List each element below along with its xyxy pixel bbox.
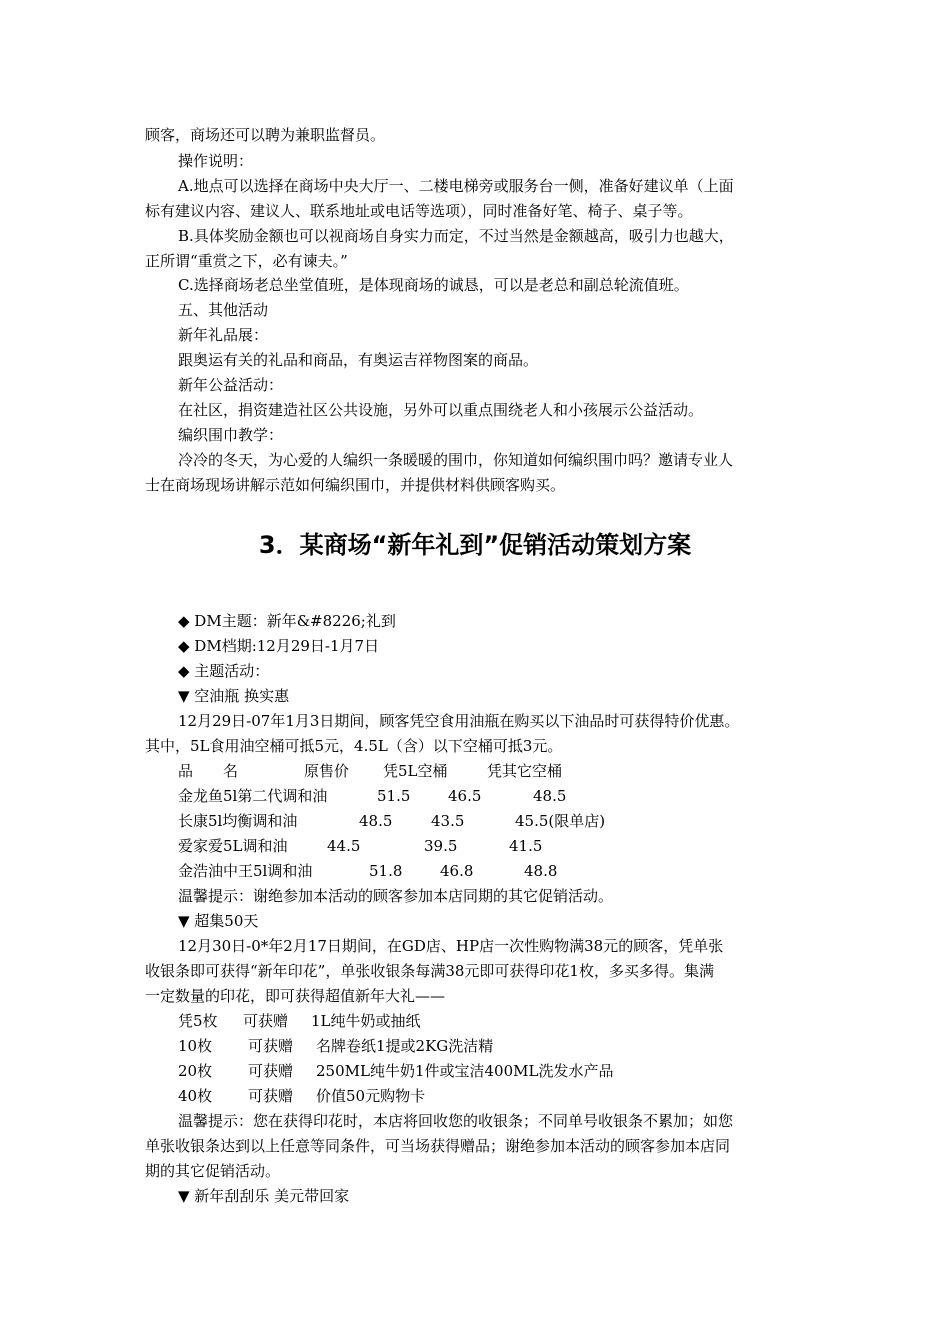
paragraph-line: 标有建议内容、建议人、联系地址或电话等选项），同时准备好笔、椅子、桌子等。 — [145, 202, 693, 220]
tip-line: 温馨提示：您在获得印花时，本店将回收您的收银条；不同单号收银条不累加；如您 — [178, 1112, 734, 1130]
document-title: 3．某商场“新年礼到”促销活动策划方案 — [258, 531, 692, 559]
table-cell: 51.5 — [377, 787, 411, 805]
table-cell: 39.5 — [424, 837, 458, 855]
table-cell: 金龙鱼5l第二代调和油 — [178, 787, 328, 805]
reward-verb: 可获赠 — [248, 1062, 294, 1080]
subheading: ▼ 新年刮刮乐 美元带回家 — [178, 1187, 350, 1205]
subheading: ▼ 超集50天 — [178, 912, 259, 930]
paragraph-line: 期的其它促销活动。 — [145, 1162, 281, 1180]
reward-verb: 可获赠 — [248, 1087, 294, 1105]
paragraph-line: 收银条即可获得“新年印花”，单张收银条每满38元即可获得印花1枚，多买多得。集满 — [145, 962, 714, 980]
reward-count: 凭5枚 — [178, 1012, 218, 1030]
reward-count: 10枚 — [178, 1037, 213, 1055]
paragraph-line: 跟奥运有关的礼品和商品，有奥运吉祥物图案的商品。 — [178, 351, 539, 369]
reward-count: 40枚 — [178, 1087, 213, 1105]
reward-verb: 可获赠 — [248, 1037, 294, 1055]
paragraph-line: A.地点可以选择在商场中央大厅一、二楼电梯旁或服务台一侧，准备好建议单（上面 — [178, 177, 734, 195]
paragraph-line: C.选择商场老总坐堂值班，是体现商场的诚恳，可以是老总和副总轮流值班。 — [178, 276, 689, 294]
paragraph-line: 冷冷的冬天，为心爱的人编织一条暖暖的围巾，你知道如何编织围巾吗？邀请专业人 — [178, 451, 734, 469]
reward-verb: 可获赠 — [243, 1012, 289, 1030]
section-label: 操作说明： — [178, 152, 254, 170]
header-cell: 凭5L空桶 — [383, 762, 448, 780]
bullet-line: ◆ 主题活动： — [178, 662, 270, 680]
reward-item: 价值50元购物卡 — [316, 1087, 426, 1105]
table-cell: 金浩油中王5l调和油 — [178, 862, 313, 880]
paragraph-line: 在社区，捐资建造社区公共设施，另外可以重点围绕老人和小孩展示公益活动。 — [178, 401, 704, 419]
table-cell: 43.5 — [431, 812, 465, 830]
table-cell: 48.5 — [533, 787, 567, 805]
paragraph-line: 12月30日-0*年2月17日期间，在GD店、HP店一次性购物满38元的顾客，凭单张 — [178, 937, 724, 955]
paragraph-line: B.具体奖励金额也可以视商场自身实力而定，不过当然是金额越高，吸引力也越大， — [178, 227, 734, 245]
table-cell: 46.8 — [440, 862, 474, 880]
subheading: ▼ 空油瓶 换实惠 — [178, 687, 290, 705]
bullet-line: ◆ DM档期:12月29日-1月7日 — [178, 637, 380, 655]
reward-item: 250ML纯牛奶1件或宝洁400ML洗发水产品 — [316, 1062, 614, 1080]
header-cell: 原售价 — [304, 762, 350, 780]
section-label: 编织围巾教学： — [178, 426, 284, 444]
paragraph-line: 12月29日-07年1月3日期间，顾客凭空食用油瓶在购买以下油品时可获得特价优惠。 — [178, 712, 740, 730]
tip-line: 温馨提示：谢绝参加本活动的顾客参加本店同期的其它促销活动。 — [178, 887, 614, 905]
paragraph-line: 一定数量的印花，即可获得超值新年大礼—— — [145, 987, 446, 1005]
reward-item: 名牌卷纸1提或2KG洗洁精 — [316, 1037, 494, 1055]
section-label: 新年公益活动： — [178, 376, 284, 394]
table-cell: 44.5 — [327, 837, 361, 855]
table-cell: 48.5 — [359, 812, 393, 830]
header-cell: 凭其它空桶 — [487, 762, 563, 780]
table-cell: 41.5 — [509, 837, 543, 855]
reward-count: 20枚 — [178, 1062, 213, 1080]
paragraph-line: 单张收银条达到以上任意等同条件，可当场获得赠品；谢绝参加本活动的顾客参加本店同 — [145, 1137, 731, 1155]
section-label: 新年礼品展： — [178, 326, 269, 344]
bullet-line: ◆ DM主题：新年&#8226;礼到 — [178, 612, 396, 630]
paragraph-line: 其中，5L食用油空桶可抵5元，4.5L（含）以下空桶可抵3元。 — [145, 737, 563, 755]
paragraph-line: 顾客，商场还可以聘为兼职监督员。 — [145, 126, 386, 144]
table-cell: 48.8 — [524, 862, 558, 880]
table-cell: 爱家爱5L调和油 — [178, 837, 288, 855]
header-cell: 品 名 — [178, 762, 239, 780]
table-cell: 46.5 — [448, 787, 482, 805]
paragraph-line: 正所谓“重赏之下，必有谏夫。” — [145, 252, 348, 270]
table-cell: 45.5(限单店) — [515, 812, 606, 830]
section-heading: 五、其他活动 — [178, 301, 269, 319]
table-cell: 51.8 — [369, 862, 403, 880]
table-cell: 长康5l均衡调和油 — [178, 812, 298, 830]
reward-item: 1L纯牛奶或抽纸 — [311, 1012, 421, 1030]
paragraph-line: 士在商场现场讲解示范如何编织围巾，并提供材料供顾客购买。 — [145, 476, 566, 494]
